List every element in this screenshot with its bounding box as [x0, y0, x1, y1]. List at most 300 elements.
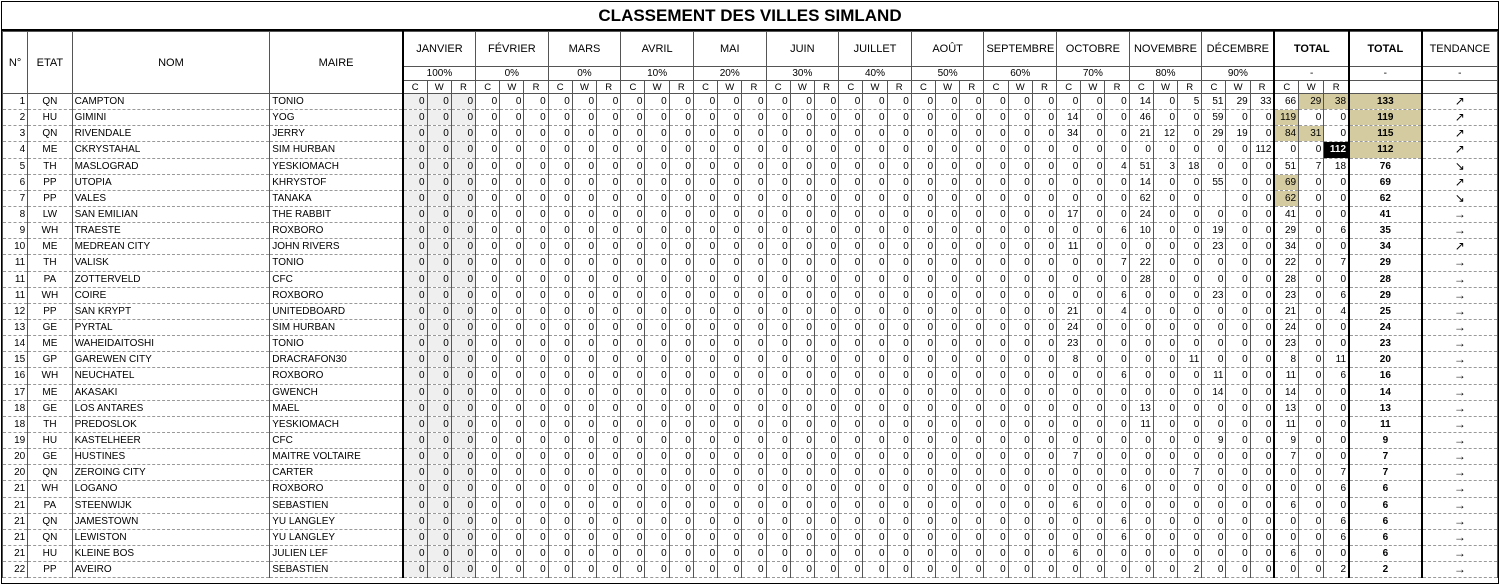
month-value: 0 [427, 303, 451, 319]
month-value: 0 [500, 190, 524, 206]
month-value: 0 [1057, 271, 1081, 287]
month-value: 0 [790, 545, 814, 561]
grand-total: 76 [1349, 158, 1422, 174]
month-value: 0 [548, 481, 572, 497]
sub-header: C [1274, 81, 1298, 94]
month-value: 0 [742, 303, 766, 319]
month-value: 0 [1032, 255, 1056, 271]
trend-icon: ↗ [1422, 94, 1498, 110]
name-cell: CKRYSTAHAL [72, 142, 270, 158]
month-value: 0 [790, 174, 814, 190]
month-value: 0 [814, 545, 838, 561]
month-value: 0 [621, 190, 645, 206]
month-value: 0 [524, 432, 548, 448]
month-value: 0 [718, 352, 742, 368]
month-value: 0 [524, 142, 548, 158]
month-value: 0 [1032, 465, 1056, 481]
month-value: 0 [1153, 432, 1177, 448]
month-value: 0 [621, 206, 645, 222]
month-value: 0 [911, 336, 935, 352]
month-value: 0 [1226, 303, 1250, 319]
month-value: 0 [1202, 513, 1226, 529]
month-value: 22 [1129, 255, 1153, 271]
month-value: 0 [936, 287, 960, 303]
month-header: NOVEMBRE [1129, 32, 1202, 67]
month-value: 29 [1202, 126, 1226, 142]
month-value: 0 [790, 239, 814, 255]
month-value: 0 [621, 368, 645, 384]
month-value: 0 [669, 303, 693, 319]
month-value: 0 [693, 271, 717, 287]
month-value: 0 [427, 94, 451, 110]
mayor-cell: ROXBORO [270, 368, 403, 384]
month-value: 0 [669, 465, 693, 481]
month-value: 0 [766, 416, 790, 432]
month-value: 0 [790, 94, 814, 110]
month-value: 0 [1057, 562, 1081, 578]
month-value: 0 [1081, 303, 1105, 319]
grand-total: 69 [1349, 174, 1422, 190]
month-value: 0 [1178, 190, 1202, 206]
month-value: 0 [1057, 481, 1081, 497]
month-value: 7 [1105, 255, 1129, 271]
total-value: 51 [1274, 158, 1298, 174]
total-value: 69 [1274, 174, 1298, 190]
name-cell: VALES [72, 190, 270, 206]
month-value: 0 [1105, 545, 1129, 561]
mayor-cell: YU LANGLEY [270, 529, 403, 545]
month-value: 46 [1129, 110, 1153, 126]
month-value: 0 [984, 513, 1008, 529]
month-value: 0 [1153, 416, 1177, 432]
month-value: 0 [500, 513, 524, 529]
month-value: 0 [960, 206, 984, 222]
trend-icon: → [1422, 432, 1498, 448]
month-value: 0 [403, 174, 427, 190]
month-value: 0 [476, 545, 500, 561]
month-value: 0 [936, 562, 960, 578]
month-value: 0 [427, 352, 451, 368]
month-value: 6 [1057, 497, 1081, 513]
month-value: 0 [911, 142, 935, 158]
rank-cell: 21 [3, 545, 28, 561]
month-value: 4 [1105, 303, 1129, 319]
month-value: 0 [451, 529, 475, 545]
total-value: 0 [1274, 142, 1298, 158]
name-cell: COIRE [72, 287, 270, 303]
month-value: 0 [814, 110, 838, 126]
total-value: 0 [1299, 271, 1324, 287]
name-cell: PYRTAL [72, 319, 270, 335]
month-value: 0 [1032, 223, 1056, 239]
month-value: 0 [1105, 319, 1129, 335]
month-value: 0 [790, 352, 814, 368]
month-value: 0 [500, 206, 524, 222]
month-value: 0 [451, 449, 475, 465]
month-value: 0 [1226, 158, 1250, 174]
month-value: 0 [742, 416, 766, 432]
total-value: 6 [1274, 545, 1298, 561]
month-value: 0 [863, 562, 887, 578]
month-value: 0 [524, 449, 548, 465]
month-value: 0 [1250, 303, 1274, 319]
table-row [3, 255, 1498, 271]
month-value: 0 [427, 174, 451, 190]
month-value: 0 [1153, 497, 1177, 513]
month-value: 10 [1129, 223, 1153, 239]
month-value: 0 [548, 239, 572, 255]
month-value: 0 [766, 384, 790, 400]
month-value: 0 [548, 352, 572, 368]
month-value: 0 [645, 368, 669, 384]
month-value: 0 [1129, 432, 1153, 448]
state-cell: QN [28, 465, 72, 481]
month-value: 0 [500, 384, 524, 400]
month-value: 0 [645, 432, 669, 448]
month-header: MAI [693, 32, 766, 67]
month-value: 0 [1129, 497, 1153, 513]
name-cell: UTOPIA [72, 174, 270, 190]
month-value: 0 [1250, 223, 1274, 239]
month-value: 0 [572, 174, 596, 190]
total-value: 34 [1274, 239, 1298, 255]
month-value: 0 [403, 255, 427, 271]
month-value: 0 [887, 206, 911, 222]
month-value: 0 [548, 529, 572, 545]
total-value: 0 [1299, 336, 1324, 352]
grand-total: 41 [1349, 206, 1422, 222]
month-value: 0 [887, 287, 911, 303]
month-value: 0 [790, 368, 814, 384]
month-value: 0 [548, 174, 572, 190]
month-value: 0 [1081, 416, 1105, 432]
month-value: 0 [1032, 126, 1056, 142]
month-value: 0 [911, 352, 935, 368]
month-value: 0 [984, 481, 1008, 497]
month-value: 0 [1105, 126, 1129, 142]
month-value: 0 [403, 126, 427, 142]
month-header: FÉVRIER [476, 32, 549, 67]
month-value: 0 [427, 142, 451, 158]
month-value: 0 [766, 174, 790, 190]
month-value: 0 [572, 287, 596, 303]
total-value: 0 [1299, 368, 1324, 384]
month-header: JANVIER [403, 32, 476, 67]
month-value: 0 [718, 239, 742, 255]
month-value: 0 [451, 465, 475, 481]
month-value: 0 [1226, 449, 1250, 465]
month-value: 0 [911, 368, 935, 384]
state-cell: ME [28, 239, 72, 255]
name-cell: TRAESTE [72, 223, 270, 239]
month-value: 0 [839, 94, 863, 110]
state-cell: QN [28, 513, 72, 529]
month-value: 0 [887, 545, 911, 561]
month-value: 0 [984, 432, 1008, 448]
month-value: 0 [1202, 142, 1226, 158]
month-value: 0 [814, 384, 838, 400]
month-value: 0 [403, 110, 427, 126]
total-value: 11 [1274, 368, 1298, 384]
month-value: 0 [1153, 303, 1177, 319]
month-value [1202, 190, 1226, 206]
total-value: 112 [1324, 142, 1349, 158]
month-value: 0 [790, 142, 814, 158]
month-value: 0 [984, 416, 1008, 432]
month-value: 0 [742, 497, 766, 513]
grand-total: 9 [1349, 432, 1422, 448]
total-value: 23 [1274, 287, 1298, 303]
state-cell: PP [28, 562, 72, 578]
month-value: 0 [1008, 432, 1032, 448]
month-value: 0 [887, 416, 911, 432]
month-value: 0 [572, 529, 596, 545]
month-value: 0 [1008, 255, 1032, 271]
month-value: 0 [742, 449, 766, 465]
month-value: 0 [1129, 529, 1153, 545]
month-value: 0 [1105, 94, 1129, 110]
month-value: 62 [1129, 190, 1153, 206]
table-row [3, 449, 1498, 465]
sub-header: W [790, 81, 814, 94]
month-value: 0 [742, 336, 766, 352]
month-value: 0 [597, 529, 621, 545]
state-cell: PP [28, 303, 72, 319]
sub-header: C [839, 81, 863, 94]
state-cell: WH [28, 223, 72, 239]
month-value: 0 [572, 400, 596, 416]
month-value: 0 [621, 545, 645, 561]
month-value: 0 [427, 271, 451, 287]
month-value: 0 [1202, 303, 1226, 319]
month-value: 0 [451, 497, 475, 513]
month-value: 0 [1178, 497, 1202, 513]
month-value: 0 [1178, 271, 1202, 287]
month-value: 12 [1153, 126, 1177, 142]
total-value: 6 [1324, 513, 1349, 529]
total-value: 0 [1299, 416, 1324, 432]
month-value: 0 [500, 336, 524, 352]
month-value: 0 [427, 110, 451, 126]
month-value: 0 [500, 368, 524, 384]
month-value: 0 [572, 255, 596, 271]
month-value: 0 [839, 432, 863, 448]
total-cwr-header: TOTAL [1274, 32, 1349, 67]
month-value: 0 [1057, 384, 1081, 400]
month-value: 0 [984, 529, 1008, 545]
month-value: 0 [863, 158, 887, 174]
month-value: 0 [887, 465, 911, 481]
table-row [3, 94, 1498, 110]
month-value: 0 [1129, 384, 1153, 400]
month-value: 0 [936, 400, 960, 416]
total-value: 0 [1299, 190, 1324, 206]
month-value: 0 [839, 126, 863, 142]
month-value: 0 [427, 545, 451, 561]
month-value: 19 [1226, 126, 1250, 142]
month-value: 0 [790, 190, 814, 206]
total-value: 0 [1324, 449, 1349, 465]
month-value: 0 [476, 158, 500, 174]
month-value: 0 [863, 400, 887, 416]
total-value: 23 [1274, 336, 1298, 352]
month-value: 0 [1250, 174, 1274, 190]
grand-total: 119 [1349, 110, 1422, 126]
table-row [3, 206, 1498, 222]
month-value: 0 [1032, 190, 1056, 206]
month-value: 21 [1129, 126, 1153, 142]
month-value: 0 [984, 368, 1008, 384]
month-value: 0 [621, 465, 645, 481]
mayor-cell: GWENCH [270, 384, 403, 400]
state-cell: WH [28, 368, 72, 384]
month-value: 0 [718, 368, 742, 384]
rank-cell: 21 [3, 529, 28, 545]
total-value: 38 [1324, 94, 1349, 110]
month-value: 0 [1153, 481, 1177, 497]
sub-header: W [427, 81, 451, 94]
total-value: 0 [1299, 384, 1324, 400]
month-value: 0 [766, 206, 790, 222]
month-value: 0 [524, 158, 548, 174]
mayor-cell: YESKIOMACH [270, 158, 403, 174]
month-value: 0 [863, 239, 887, 255]
month-value: 0 [1008, 465, 1032, 481]
month-value: 0 [693, 303, 717, 319]
month-value: 0 [960, 158, 984, 174]
trend-icon: → [1422, 545, 1498, 561]
month-value: 0 [1032, 562, 1056, 578]
month-value: 0 [693, 432, 717, 448]
name-cell: VALISK [72, 255, 270, 271]
name-cell: LOS ANTARES [72, 400, 270, 416]
month-value: 23 [1202, 287, 1226, 303]
month-value: 0 [427, 206, 451, 222]
month-value: 0 [524, 239, 548, 255]
month-value: 0 [766, 513, 790, 529]
month-value: 0 [1153, 513, 1177, 529]
month-value: 0 [839, 223, 863, 239]
month-value: 0 [814, 255, 838, 271]
month-value: 0 [1008, 481, 1032, 497]
month-value: 0 [936, 465, 960, 481]
month-value: 0 [814, 497, 838, 513]
month-value: 0 [621, 303, 645, 319]
month-value: 0 [766, 94, 790, 110]
month-value: 0 [1178, 368, 1202, 384]
month-value: 0 [742, 352, 766, 368]
month-value: 0 [597, 271, 621, 287]
month-value: 0 [669, 126, 693, 142]
month-value: 0 [911, 384, 935, 400]
month-value: 0 [476, 336, 500, 352]
month-value: 0 [863, 206, 887, 222]
month-value: 51 [1202, 94, 1226, 110]
month-value: 0 [1081, 400, 1105, 416]
month-value: 0 [911, 562, 935, 578]
month-value: 0 [524, 319, 548, 335]
month-value: 0 [839, 384, 863, 400]
mayor-cell: JOHN RIVERS [270, 239, 403, 255]
month-value: 0 [936, 271, 960, 287]
month-value: 0 [1129, 352, 1153, 368]
sub-header: W [1153, 81, 1177, 94]
month-value: 0 [1178, 287, 1202, 303]
month-value: 0 [572, 432, 596, 448]
month-value: 0 [718, 110, 742, 126]
total-value: 0 [1299, 400, 1324, 416]
month-value: 0 [1250, 400, 1274, 416]
month-value: 0 [814, 287, 838, 303]
month-value: 0 [621, 255, 645, 271]
rank-cell: 2 [3, 110, 28, 126]
month-value: 0 [742, 481, 766, 497]
table-row [3, 497, 1498, 513]
month-value: 0 [500, 319, 524, 335]
total-value: 21 [1274, 303, 1298, 319]
month-value: 0 [476, 174, 500, 190]
month-value: 0 [984, 126, 1008, 142]
month-value: 0 [1202, 206, 1226, 222]
sub-header: C [1057, 81, 1081, 94]
month-value: 0 [960, 255, 984, 271]
month-value: 0 [572, 319, 596, 335]
month-value: 0 [984, 545, 1008, 561]
month-value: 0 [936, 158, 960, 174]
month-value: 0 [911, 513, 935, 529]
state-cell: PA [28, 271, 72, 287]
month-value: 11 [1057, 239, 1081, 255]
month-value: 7 [1057, 449, 1081, 465]
month-value: 0 [814, 336, 838, 352]
month-value: 0 [1178, 513, 1202, 529]
month-value: 0 [645, 481, 669, 497]
month-value: 0 [1129, 303, 1153, 319]
month-value: 6 [1105, 529, 1129, 545]
month-value: 0 [693, 94, 717, 110]
table-row [3, 384, 1498, 400]
month-value: 0 [1129, 336, 1153, 352]
month-value: 0 [669, 497, 693, 513]
month-value: 0 [960, 239, 984, 255]
rank-cell: 11 [3, 271, 28, 287]
month-value: 0 [500, 545, 524, 561]
month-value: 0 [1153, 287, 1177, 303]
month-value: 0 [839, 545, 863, 561]
month-value: 0 [572, 303, 596, 319]
month-value: 0 [911, 126, 935, 142]
month-value: 0 [500, 497, 524, 513]
month-value: 0 [1032, 513, 1056, 529]
month-value: 0 [524, 255, 548, 271]
month-value: 0 [814, 352, 838, 368]
month-value: 0 [936, 206, 960, 222]
month-value: 0 [597, 352, 621, 368]
sub-header: C [984, 81, 1008, 94]
month-value: 0 [790, 465, 814, 481]
month-value: 0 [718, 449, 742, 465]
state-cell: PP [28, 174, 72, 190]
month-value: 0 [984, 94, 1008, 110]
month-value: 0 [1008, 449, 1032, 465]
month-value: 0 [669, 368, 693, 384]
month-value: 112 [1250, 142, 1274, 158]
grand-total: 2 [1349, 562, 1422, 578]
month-value: 0 [645, 110, 669, 126]
month-value: 0 [524, 545, 548, 561]
month-value: 0 [863, 303, 887, 319]
month-value: 0 [1153, 368, 1177, 384]
